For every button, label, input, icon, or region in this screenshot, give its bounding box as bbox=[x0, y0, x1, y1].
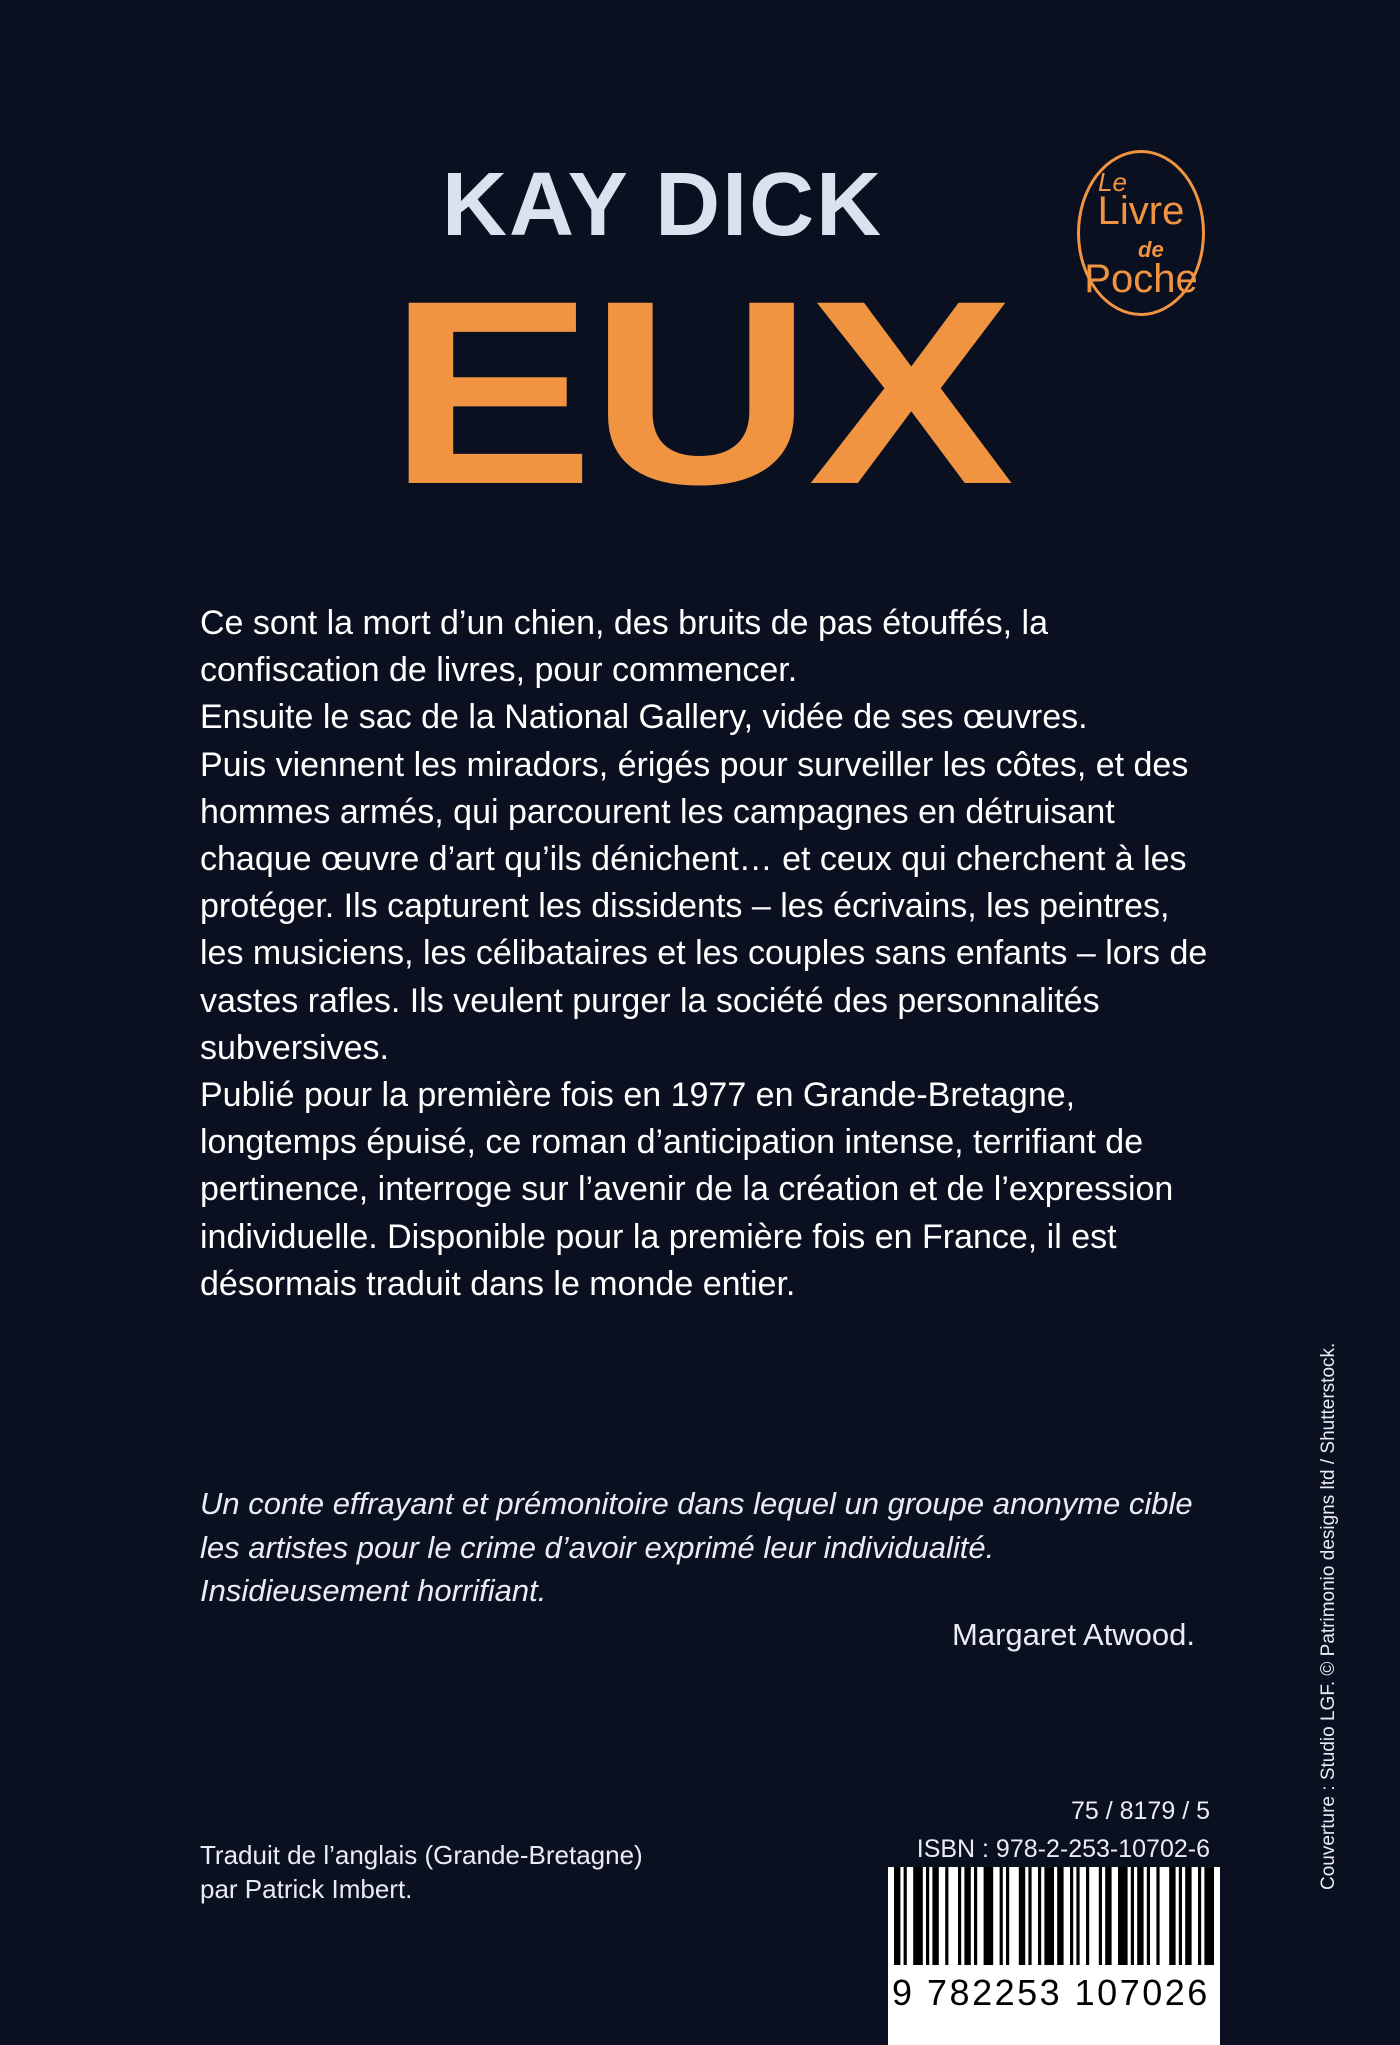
blurb-paragraph: Puis viennent les miradors, érigés pour surveiller les côtes, et des hommes armés, qui parcourent les campagnes en détruisant chaque œuvre d’art qu’ils dénichent… et ceux qui cherchent à les protéger. Ils capturent les dissidents – les écrivains, les peintres, les musiciens, les célibataires et les couples sans enfants – lors de vastes rafles. Ils veulent purger la société des personnalités subversives. bbox=[200, 745, 1208, 1067]
barcode-bar bbox=[1179, 1867, 1182, 1965]
blurb-paragraph: Ensuite le sac de la National Gallery, vidée de ses œuvres. bbox=[200, 698, 1088, 737]
barcode-bar bbox=[1006, 1867, 1009, 1965]
blurb-paragraph: Publié pour la première fois en 1977 en Grande-Bretagne, longtemps épuisé, ce roman d’anticipation intense, terrifiant de pertinence, interroge sur l’avenir de la création et de l’expression individuelle. Disponible pour la première fois en France, il est désormais traduit dans le monde entier. bbox=[200, 1076, 1174, 1303]
isbn-number: ISBN : 978-2-253-10702-6 bbox=[916, 1835, 1210, 1863]
barcode-bar bbox=[926, 1867, 929, 1965]
barcode-bar bbox=[894, 1867, 900, 1965]
barcode-bar bbox=[1070, 1867, 1073, 1965]
barcode-bar bbox=[958, 1867, 961, 1965]
barcode-bar bbox=[984, 1867, 994, 1965]
barcode-bar bbox=[1057, 1867, 1063, 1965]
barcode-bar bbox=[1147, 1867, 1150, 1965]
barcode-bar bbox=[904, 1867, 907, 1965]
logo-word-poche: Poche bbox=[1084, 257, 1198, 301]
translator-line: par Patrick Imbert. bbox=[200, 1874, 413, 1904]
barcode-bar bbox=[1019, 1867, 1025, 1965]
barcode-bar bbox=[1038, 1867, 1041, 1965]
barcode-bar bbox=[1105, 1867, 1111, 1965]
barcode-bar bbox=[1204, 1867, 1214, 1965]
review-quote: Un conte effrayant et prémonitoire dans lequel un groupe anonyme cible les artistes pour le crime d’avoir exprimé leur individualité. Insidieusement horrifiant. bbox=[200, 1486, 1193, 1608]
barcode-bar bbox=[1086, 1867, 1089, 1965]
barcode-bar bbox=[1028, 1867, 1031, 1965]
book-title: EUX bbox=[388, 246, 1010, 539]
translation-line: Traduit de l’anglais (Grande-Bretagne) bbox=[200, 1840, 643, 1870]
barcode-bar bbox=[1099, 1867, 1102, 1965]
author-name: KAY DICK bbox=[442, 155, 884, 255]
barcode-bar bbox=[1169, 1867, 1175, 1965]
blurb-paragraph: Ce sont la mort d’un chien, des bruits de pas étouffés, la confiscation de livres, pour commencer. bbox=[200, 604, 1048, 690]
barcode bbox=[888, 1867, 1220, 2045]
catalog-code: 75 / 8179 / 5 bbox=[1070, 1797, 1210, 1825]
logo-word-le: Le bbox=[1098, 167, 1127, 197]
barcode-bar bbox=[945, 1867, 948, 1965]
barcode-bar bbox=[932, 1867, 938, 1965]
barcode-digits: 9 782253 107026 bbox=[892, 1972, 1210, 2013]
barcode-bar bbox=[964, 1867, 970, 1965]
translation-credit bbox=[200, 1838, 700, 1906]
barcode-bar bbox=[1198, 1867, 1201, 1965]
logo-word-livre: Livre bbox=[1097, 189, 1185, 233]
quote-attribution: Margaret Atwood. bbox=[952, 1617, 1195, 1652]
product-codes bbox=[917, 1792, 1210, 1868]
barcode-bar bbox=[913, 1867, 923, 1965]
blurb-text bbox=[200, 600, 1210, 1308]
barcode-bar bbox=[1076, 1867, 1079, 1965]
barcode-bars bbox=[888, 1867, 1220, 2045]
barcode-bar bbox=[1156, 1867, 1159, 1965]
barcode-bar bbox=[1185, 1867, 1191, 1965]
publisher-logo bbox=[1077, 150, 1205, 316]
barcode-bar bbox=[1118, 1867, 1128, 1965]
barcode-bar bbox=[1137, 1867, 1143, 1965]
barcode-bar bbox=[1000, 1867, 1003, 1965]
barcode-bar bbox=[1131, 1867, 1134, 1965]
logo-word-de: de bbox=[1138, 237, 1164, 262]
barcode-bar bbox=[974, 1867, 977, 1965]
barcode-bar bbox=[1044, 1867, 1054, 1965]
cover-credit: Couverture : Studio LGF. © Patrimonio designs ltd / Shutterstock. bbox=[1318, 1342, 1339, 1890]
